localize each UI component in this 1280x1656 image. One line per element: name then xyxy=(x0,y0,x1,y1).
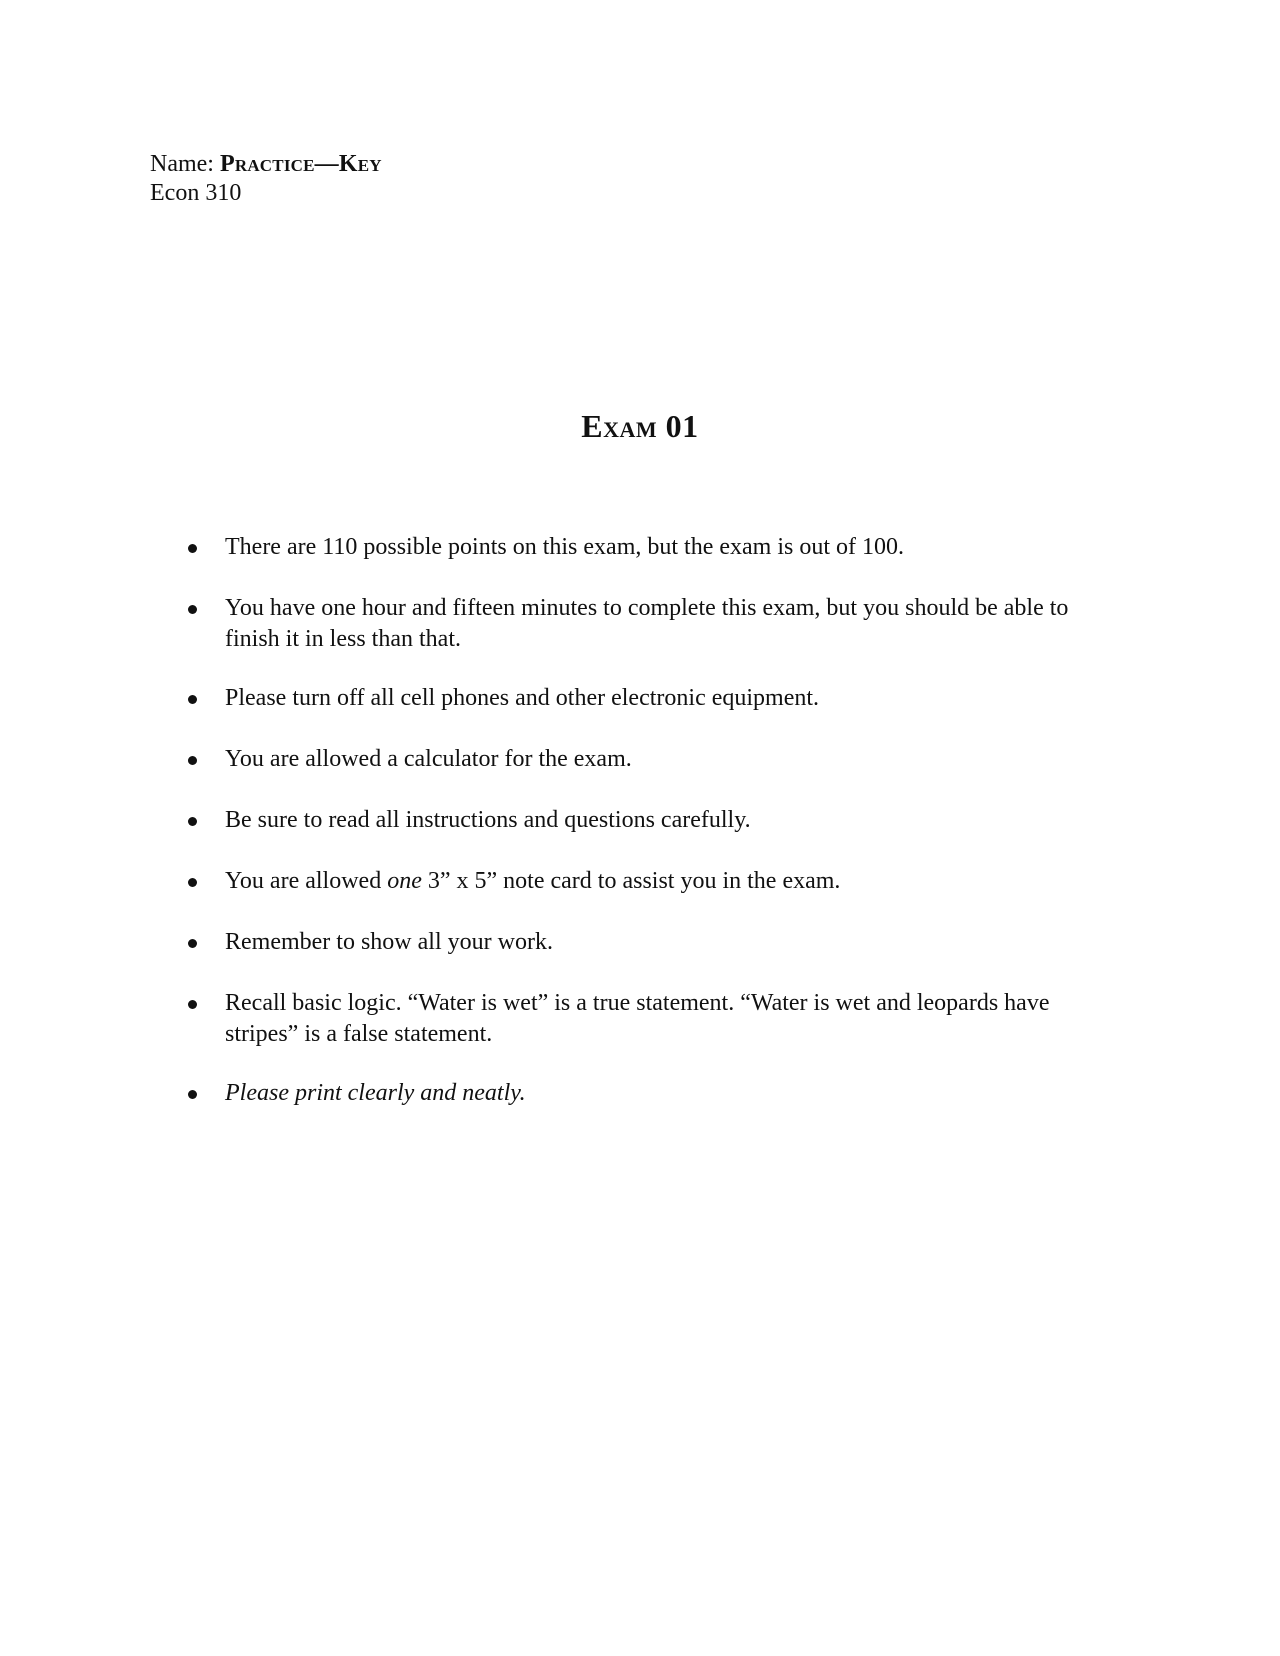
bullet-icon xyxy=(188,605,197,614)
instruction-item xyxy=(188,805,1108,836)
exam-title: Exam 01 xyxy=(581,408,699,444)
bullet-icon xyxy=(188,817,197,826)
instruction-text: Remember to show all your work. xyxy=(225,929,553,955)
bullet-icon xyxy=(188,939,197,948)
instruction-text-after: 3” x 5” note card to assist you in the exam. xyxy=(421,868,841,894)
bullet-icon xyxy=(188,544,197,553)
bullet-icon xyxy=(188,1090,197,1099)
instruction-text-before: You are allowed xyxy=(225,868,388,894)
instruction-emphasis: one xyxy=(387,868,422,894)
instruction-text: Please print clearly and neatly. xyxy=(225,1080,526,1106)
instruction-item xyxy=(188,1078,1108,1109)
bullet-icon xyxy=(188,878,197,887)
instruction-item xyxy=(188,988,1108,1050)
name-value: Practice—Key xyxy=(219,151,382,177)
course-line: Econ 310 xyxy=(150,180,242,206)
instruction-text: There are 110 possible points on this exam, but the exam is out of 100. xyxy=(225,534,904,560)
name-label: Name: xyxy=(150,151,220,177)
bullet-icon xyxy=(188,695,197,704)
bullet-icon xyxy=(188,1000,197,1009)
instruction-item xyxy=(188,744,1108,775)
instruction-text: You have one hour and fifteen minutes to complete this exam, but you should be able to finish it in less than that. xyxy=(225,595,1069,652)
instruction-item xyxy=(188,532,1108,563)
header-block xyxy=(150,150,382,208)
instruction-item xyxy=(188,593,1108,655)
instruction-item xyxy=(188,683,1108,714)
bullet-icon xyxy=(188,756,197,765)
instruction-text: Please turn off all cell phones and other electronic equipment. xyxy=(225,685,820,711)
instruction-text: Be sure to read all instructions and questions carefully. xyxy=(225,807,751,833)
name-line xyxy=(150,150,382,179)
instruction-item xyxy=(188,927,1108,958)
instruction-text: You are allowed a calculator for the exam. xyxy=(225,746,632,772)
instruction-item xyxy=(188,866,1108,897)
instruction-text: Recall basic logic. “Water is wet” is a true statement. “Water is wet and leopards have stripes” is a false statement. xyxy=(225,990,1050,1047)
instructions-list xyxy=(188,532,1108,1139)
